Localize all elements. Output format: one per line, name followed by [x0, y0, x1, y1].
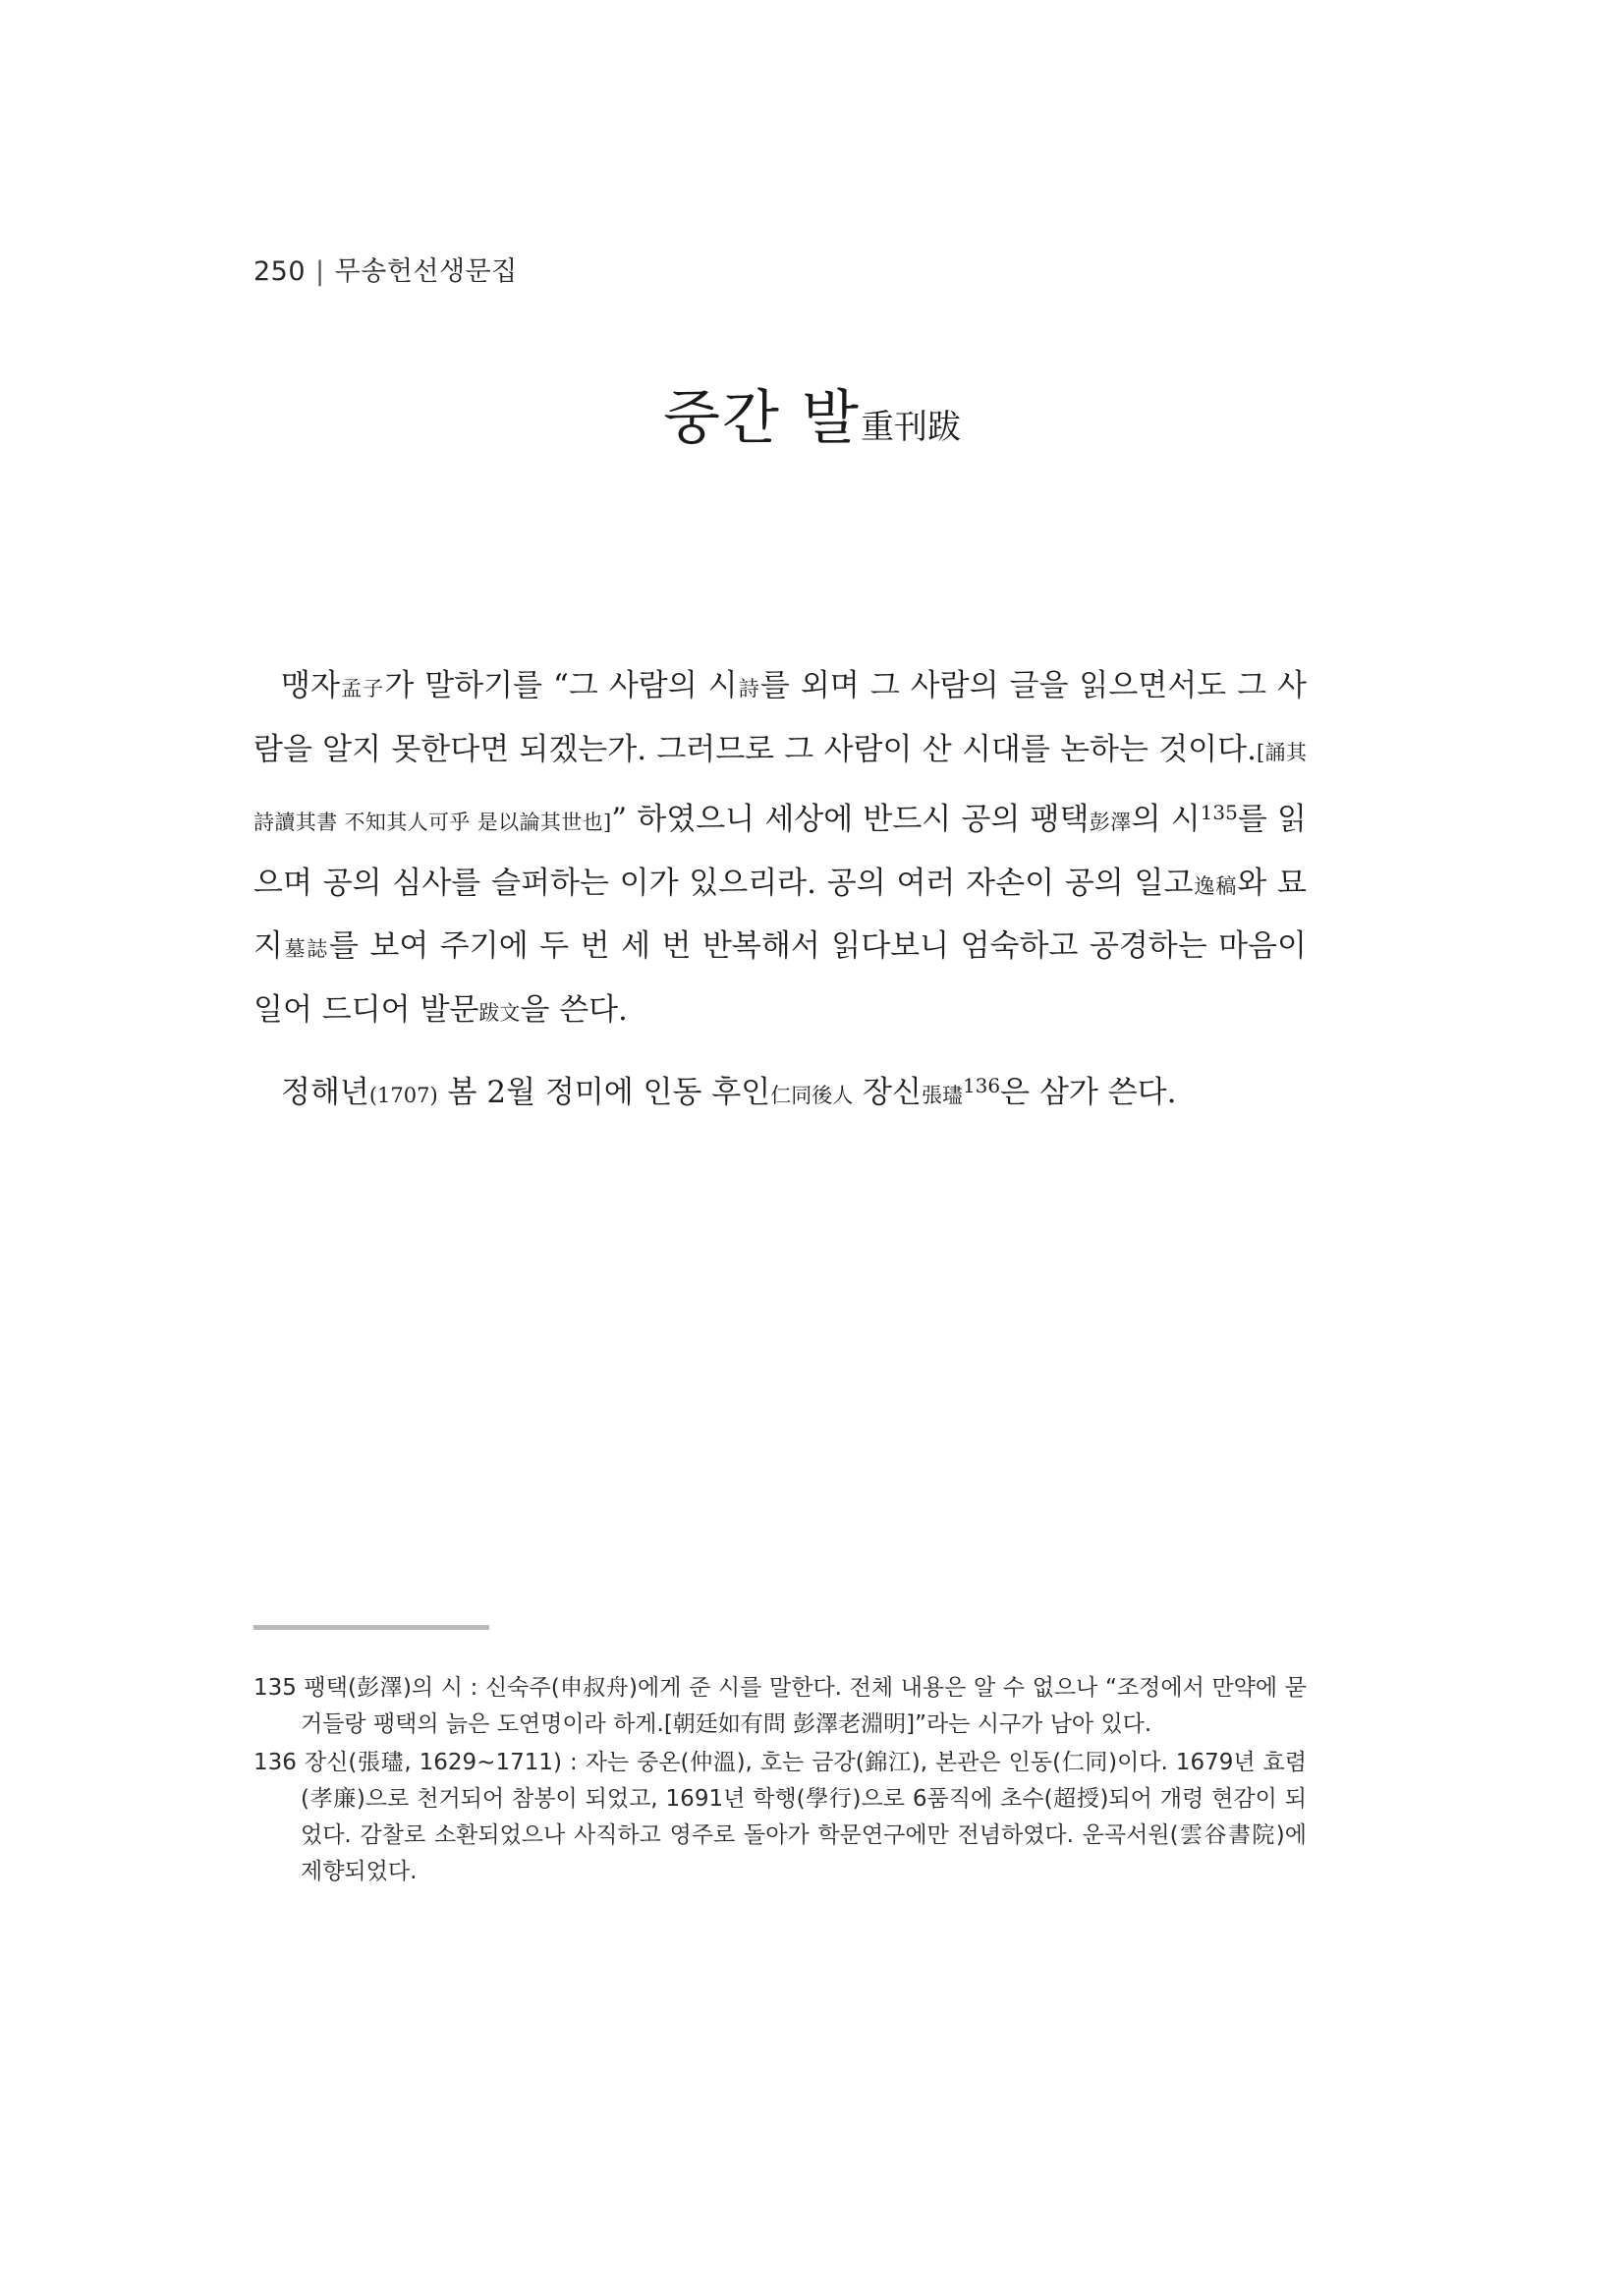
text-run: 를 읽으며 공의 심사를 슬퍼하는 이가 있으리라. 공의 여러 자손이 공의 일고 [253, 802, 1308, 901]
footnote-ref-135[interactable]: 135 [1200, 801, 1238, 824]
text-run: 와 묘지 [253, 865, 1307, 964]
text-run: ” 하였으니 세상에 반드시 공의 팽택 [611, 802, 1090, 837]
text-run: 맹자 [281, 668, 340, 703]
hanja-run: 張璶 [921, 1084, 963, 1107]
hanja-run: 彭澤 [1089, 811, 1132, 834]
title-main: 중간 발 [663, 384, 861, 453]
text-run: 의 시 [1131, 802, 1201, 837]
title-hanja: 重刊跋 [860, 408, 961, 447]
hanja-run: 墓誌 [282, 937, 329, 961]
running-header [253, 250, 518, 288]
hanja-run: 仁同後人 [770, 1084, 854, 1107]
footnotes [253, 1670, 1307, 1892]
text-run: 을 쓴다. [520, 991, 628, 1028]
text-run: 봄 2월 정미에 인동 후인 [437, 1075, 771, 1110]
footnote-ref-136[interactable]: 136 [962, 1074, 1001, 1097]
book-title: 무송헌선생문집 [334, 256, 518, 287]
footnote-divider [253, 1625, 489, 1630]
page-number: 250 [253, 256, 307, 287]
header-separator: | [315, 256, 325, 287]
section-title [0, 371, 1624, 456]
year-run: (1707) [368, 1084, 438, 1107]
text-run: 를 보여 주기에 두 번 세 번 반복해서 읽다보니 엄숙하고 공경하는 마음이 일어 드디어 발문 [253, 928, 1308, 1028]
paragraph-text [253, 656, 1307, 1043]
footnote-135: 135 팽택(彭澤)의 시 : 신숙주(申叔舟)에게 준 시를 말한다. 전체 내용은 알 수 없으나 “조정에서 만약에 묻거들랑 팽택의 늙은 도연명이라 하게.[朝廷如有問 彭澤老淵明]”라는 시구가 남아 있다. [253, 1675, 1307, 1737]
text-run: 를 외며 그 사람의 글을 읽으면서도 그 사람을 알지 못한다면 되겠는가. 그러므로 그 사람이 산 시대를 논하는 것이다. [253, 668, 1307, 767]
text-run: 장신 [853, 1075, 922, 1110]
hanja-quote: [誦其詩讀其書 不知其人可乎 是以論其世也] [253, 740, 1307, 834]
footnote-136: 136 장신(張璶, 1629~1711) : 자는 중온(仲溫), 호는 금강(錦江), 본관은 인동(仁同)이다. 1679년 효렴(孝廉)으로 천거되어 참봉이 되었고, 1691년 학행(學行)으로 6품직에 초수(超授)되어 개령 현감이 되었다. 감찰로 소환되었으나 사직하고 영주로 돌아가 학문연구에만 전념하였다. 운곡서원(雲谷書院)에 제향되었다. [253, 1750, 1307, 1884]
hanja-run: 孟子 [339, 677, 385, 700]
hanja-run: 詩 [737, 677, 760, 700]
body-paragraph-1 [253, 656, 1307, 1043]
hanja-run: 跋文 [478, 1000, 521, 1025]
text-run: 은 삼가 쓴다. [1000, 1075, 1177, 1110]
hanja-run: 逸稿 [1193, 873, 1238, 898]
body-paragraph-2 [253, 1056, 1307, 1127]
text-run: 정해년 [281, 1075, 369, 1110]
text-run: 가 말하기를 “그 사람의 시 [384, 668, 738, 703]
